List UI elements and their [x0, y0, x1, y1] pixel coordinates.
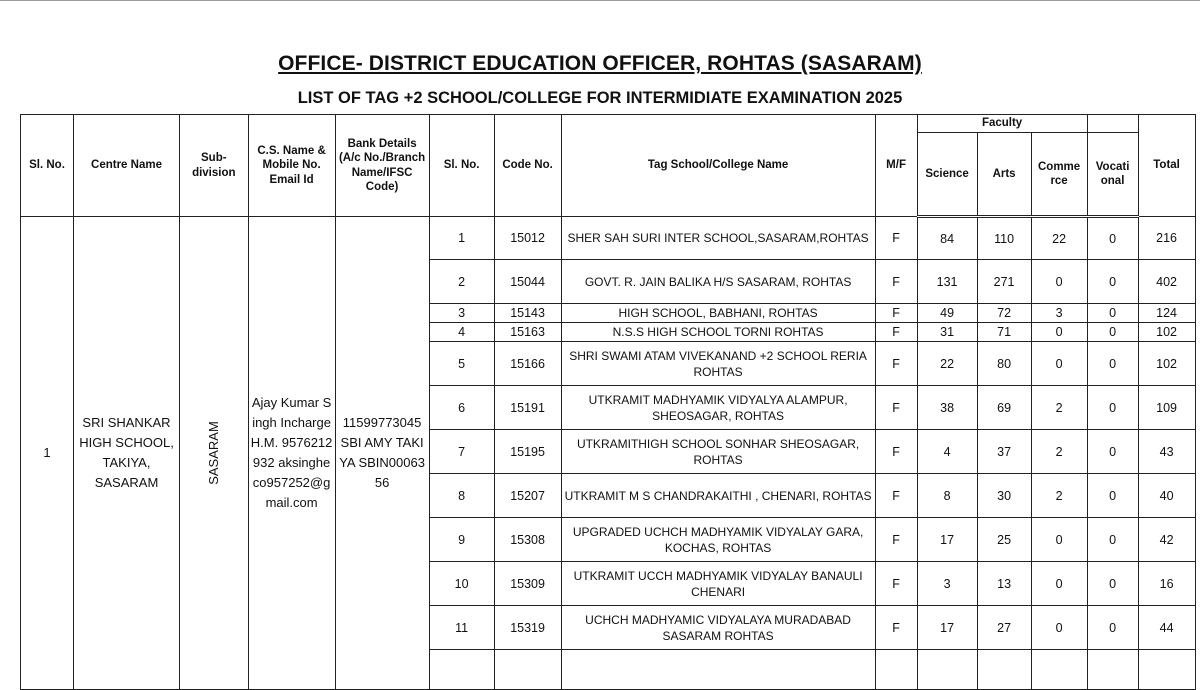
- page-title: OFFICE- DISTRICT EDUCATION OFFICER, ROHTAS (SASARAM): [278, 52, 922, 75]
- tag-code: 15191: [494, 386, 561, 430]
- tag-science: 4: [917, 430, 977, 474]
- tag-sl-no: 11: [429, 606, 494, 650]
- tag-commerce: [1031, 650, 1087, 690]
- tag-sl-no: 2: [429, 260, 494, 304]
- tag-sl-no: 7: [429, 430, 494, 474]
- tag-arts: 71: [977, 323, 1031, 342]
- tag-arts: 25: [977, 518, 1031, 562]
- col-header-faculty: Faculty: [917, 115, 1087, 133]
- tag-sl-no: [429, 650, 494, 690]
- tag-code: 15195: [494, 430, 561, 474]
- tag-school-name: N.S.S HIGH SCHOOL TORNI ROHTAS: [561, 323, 875, 342]
- tag-arts: 30: [977, 474, 1031, 518]
- tag-school-name: UTKRAMIT UCCH MADHYAMIK VIDYALAY BANAULI CHENARI: [561, 562, 875, 606]
- tag-vocational: 0: [1087, 217, 1138, 260]
- tag-commerce: 0: [1031, 342, 1087, 386]
- tag-code: 15012: [494, 217, 561, 260]
- tag-commerce: 0: [1031, 562, 1087, 606]
- tag-science: 22: [917, 342, 977, 386]
- tag-mf: F: [875, 323, 917, 342]
- tag-arts: 27: [977, 606, 1031, 650]
- tag-vocational: 0: [1087, 562, 1138, 606]
- tag-total: 102: [1138, 323, 1195, 342]
- col-header-tag-sl-no: Sl. No.: [429, 115, 494, 217]
- tag-total: 109: [1138, 386, 1195, 430]
- tag-science: 49: [917, 304, 977, 323]
- tag-mf: F: [875, 260, 917, 304]
- tag-total: 124: [1138, 304, 1195, 323]
- col-header-code-no: Code No.: [494, 115, 561, 217]
- centre-sl-no: 1: [21, 217, 74, 690]
- tag-code: 15308: [494, 518, 561, 562]
- tag-total: 216: [1138, 217, 1195, 260]
- tag-total: 44: [1138, 606, 1195, 650]
- subdivision-text: SASARAM: [205, 421, 221, 485]
- centre-name: SRI SHANKAR HIGH SCHOOL, TAKIYA, SASARAM: [74, 217, 180, 690]
- tag-sl-no: 4: [429, 323, 494, 342]
- tag-vocational: 0: [1087, 260, 1138, 304]
- tag-total: 43: [1138, 430, 1195, 474]
- col-header-tag-name: Tag School/College Name: [561, 115, 875, 217]
- tag-school-name: [561, 650, 875, 690]
- col-header-arts: Arts: [977, 133, 1031, 217]
- tag-school-name: UTKRAMITHIGH SCHOOL SONHAR SHEOSAGAR, ROHTAS: [561, 430, 875, 474]
- tag-code: 15207: [494, 474, 561, 518]
- tag-commerce: 2: [1031, 386, 1087, 430]
- tag-arts: 37: [977, 430, 1031, 474]
- tag-commerce: 0: [1031, 518, 1087, 562]
- tag-arts: [977, 650, 1031, 690]
- col-header-vocational: Vocati onal: [1087, 133, 1138, 217]
- tag-total: 42: [1138, 518, 1195, 562]
- tag-vocational: 0: [1087, 430, 1138, 474]
- tag-mf: F: [875, 518, 917, 562]
- col-header-subdivision: Sub-division: [180, 115, 249, 217]
- col-header-commerce: Comme rce: [1031, 133, 1087, 217]
- tag-school-name: SHER SAH SURI INTER SCHOOL,SASARAM,ROHTAS: [561, 217, 875, 260]
- tag-mf: [875, 650, 917, 690]
- col-header-vocational-top: [1087, 115, 1138, 133]
- tag-science: 131: [917, 260, 977, 304]
- tag-code: 15163: [494, 323, 561, 342]
- col-header-mf: M/F: [875, 115, 917, 217]
- col-header-bank-details: Bank Details (A/c No./Branch Name/IFSC Code): [335, 115, 429, 217]
- tag-arts: 80: [977, 342, 1031, 386]
- tag-science: 17: [917, 518, 977, 562]
- tag-vocational: 0: [1087, 474, 1138, 518]
- tag-total: 16: [1138, 562, 1195, 606]
- tag-total: 402: [1138, 260, 1195, 304]
- tag-sl-no: 8: [429, 474, 494, 518]
- col-header-sl-no: Sl. No.: [21, 115, 74, 217]
- tag-school-table: [20, 114, 1196, 690]
- col-header-centre-name: Centre Name: [74, 115, 180, 217]
- tag-arts: 72: [977, 304, 1031, 323]
- tag-mf: F: [875, 562, 917, 606]
- tag-vocational: 0: [1087, 606, 1138, 650]
- tag-total: [1138, 650, 1195, 690]
- tag-commerce: 22: [1031, 217, 1087, 260]
- tag-vocational: 0: [1087, 342, 1138, 386]
- tag-science: [917, 650, 977, 690]
- tag-sl-no: 9: [429, 518, 494, 562]
- page-subtitle: LIST OF TAG +2 SCHOOL/COLLEGE FOR INTERMIDIATE EXAMINATION 2025: [297, 89, 903, 107]
- tag-science: 17: [917, 606, 977, 650]
- tag-commerce: 2: [1031, 474, 1087, 518]
- tag-mf: F: [875, 606, 917, 650]
- col-header-total: Total: [1138, 115, 1195, 217]
- cs-info: Ajay Kumar Singh Incharge H.M. 9576212932 aksingheco957252@gmail.com: [248, 217, 335, 690]
- bank-details: 11599773045 SBI AMY TAKIYA SBIN0006356: [335, 217, 429, 690]
- tag-science: 84: [917, 217, 977, 260]
- tag-school-name: HIGH SCHOOL, BABHANI, ROHTAS: [561, 304, 875, 323]
- tag-total: 102: [1138, 342, 1195, 386]
- tag-vocational: 0: [1087, 304, 1138, 323]
- tag-school-name: SHRI SWAMI ATAM VIVEKANAND +2 SCHOOL RERIA ROHTAS: [561, 342, 875, 386]
- tag-science: 31: [917, 323, 977, 342]
- tag-total: 40: [1138, 474, 1195, 518]
- tag-science: 8: [917, 474, 977, 518]
- tag-code: 15143: [494, 304, 561, 323]
- table-row: [21, 217, 1196, 260]
- page-top-rule: [0, 0, 1200, 1]
- col-header-cs-name: C.S. Name & Mobile No. Email Id: [248, 115, 335, 217]
- tag-mf: F: [875, 342, 917, 386]
- tag-mf: F: [875, 217, 917, 260]
- tag-arts: 69: [977, 386, 1031, 430]
- tag-mf: F: [875, 386, 917, 430]
- tag-science: 38: [917, 386, 977, 430]
- tag-school-name: UTKRAMIT M S CHANDRAKAITHI , CHENARI, ROHTAS: [561, 474, 875, 518]
- tag-sl-no: 3: [429, 304, 494, 323]
- tag-vocational: [1087, 650, 1138, 690]
- tag-code: [494, 650, 561, 690]
- tag-school-name: UPGRADED UCHCH MADHYAMIK VIDYALAY GARA, KOCHAS, ROHTAS: [561, 518, 875, 562]
- tag-commerce: 3: [1031, 304, 1087, 323]
- tag-code: 15166: [494, 342, 561, 386]
- tag-school-name: GOVT. R. JAIN BALIKA H/S SASARAM, ROHTAS: [561, 260, 875, 304]
- tag-sl-no: 6: [429, 386, 494, 430]
- tag-sl-no: 1: [429, 217, 494, 260]
- tag-vocational: 0: [1087, 323, 1138, 342]
- tag-mf: F: [875, 474, 917, 518]
- tag-mf: F: [875, 430, 917, 474]
- tag-commerce: 0: [1031, 606, 1087, 650]
- tag-science: 3: [917, 562, 977, 606]
- tag-vocational: 0: [1087, 386, 1138, 430]
- tag-school-name: UTKRAMIT MADHYAMIK VIDYALYA ALAMPUR, SHEOSAGAR, ROHTAS: [561, 386, 875, 430]
- tag-commerce: 2: [1031, 430, 1087, 474]
- tag-commerce: 0: [1031, 260, 1087, 304]
- tag-mf: F: [875, 304, 917, 323]
- tag-commerce: 0: [1031, 323, 1087, 342]
- tag-code: 15319: [494, 606, 561, 650]
- tag-arts: 13: [977, 562, 1031, 606]
- tag-vocational: 0: [1087, 518, 1138, 562]
- centre-subdivision: [180, 217, 249, 690]
- tag-arts: 271: [977, 260, 1031, 304]
- tag-school-name: UCHCH MADHYAMIC VIDYALAYA MURADABAD SASARAM ROHTAS: [561, 606, 875, 650]
- col-header-science: Science: [917, 133, 977, 217]
- tag-arts: 110: [977, 217, 1031, 260]
- tag-code: 15309: [494, 562, 561, 606]
- table-header-row: [21, 115, 1196, 133]
- tag-sl-no: 10: [429, 562, 494, 606]
- tag-sl-no: 5: [429, 342, 494, 386]
- tag-code: 15044: [494, 260, 561, 304]
